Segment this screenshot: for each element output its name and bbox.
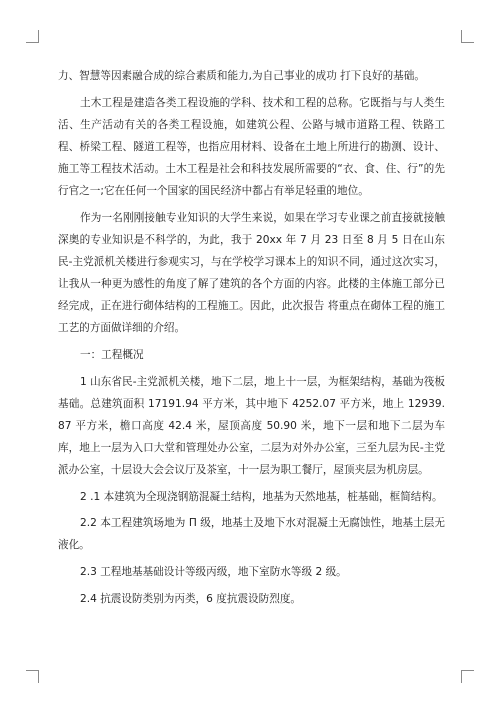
crop-mark-bottom-right xyxy=(461,670,474,683)
crop-mark-bottom-left xyxy=(26,670,39,683)
paragraph-continuation: 力、智慧等因素融合成的综合素质和能力,为自己事业的成功 打下良好的基础。 xyxy=(58,70,425,82)
item-2-1-structure: 2 .1 本建筑为全现浇钢筋混凝土结构，地基为天然地基，桩基础，框简结构。 xyxy=(80,491,443,503)
crop-mark-top-right xyxy=(461,30,474,43)
item-2-3-foundation-grade: 2.3 工程地基基础设计等级丙级，地下室防水等级 2 级。 xyxy=(80,566,347,578)
paragraph-building-overview: 1 山东省民-主党派机关楼，地下二层，地上十一层，为框架结构，基础为筏板基础。总建筑面积 17191.94 平方米，其中地下 4252.07 平方米，地上 12939.87 平方米，檐口高度 42.4 米，屋顶高度 50.90 米，地下一层和地下二层为车库，地上一层为入口大堂和管理处办公室，二层为对外办公室，三至九层为民-主党派办公室，十层设大会会议厅及茶室，十一层为职工餐厅，屋顶夹层为机房层。 xyxy=(58,376,445,476)
item-2-4-seismic: 2.4 抗震设防类别为丙类，6 度抗震设防烈度。 xyxy=(80,593,302,605)
paragraph-internship-intro: 作为一名刚刚接触专业知识的大学生来说，如果在学习专业课之前直接就接触深奥的专业知识是不科学的，为此，我于 20xx 年 7 月 23 日至 8 月 5 日在山东民-主党派机关楼进行参观实习，与在学校学习课本上的知识不同，通过这次实习，让我从一种更为感性的角度了解了建筑的各个方面的内容。此楼的主体施工部分已经完成，正在进行砌体结构的工程施工。因此，此次报告 将重点在砌体工程的施工工艺的方面做详细的介绍。 xyxy=(58,212,445,334)
item-2-2-site: 2.2 本工程建筑场地为 Π 级，地基土及地下水对混凝土无腐蚀性，地基土层无液化。 xyxy=(58,517,445,551)
crop-mark-top-left xyxy=(26,30,39,43)
section-heading-project-overview: 一：工程概况 xyxy=(80,349,144,361)
paragraph-civil-engineering: 土木工程是建造各类工程设施的学科、技术和工程的总称。它既指与与人类生活、生产活动有关的各类工程设施，如建筑公程、公路与城市道路工程、铁路工程、桥梁工程、隧道工程等，也指应用材料、设备在土地上所进行的勘测、设计、施工等工程技术活动。土木工程是社会和科技发展所需要的“衣、食、住、行”的先行官之一;它在任何一个国家的国民经济中都占有举足轻重的地位。 xyxy=(58,97,445,197)
document-page xyxy=(58,65,445,610)
